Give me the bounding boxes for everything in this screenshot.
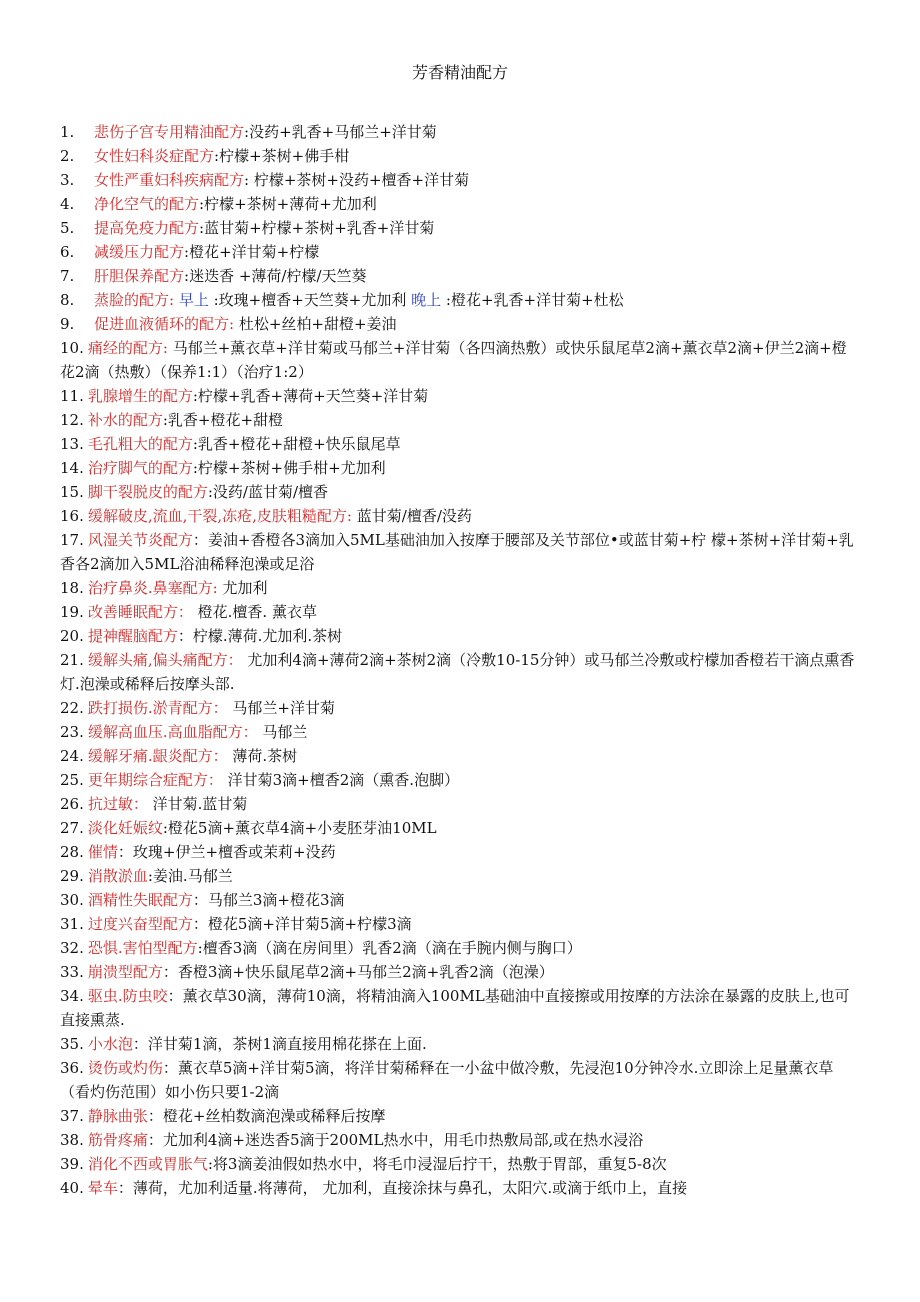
recipe-item — [60, 888, 860, 912]
recipe-text: ：薰衣草30滴，薄荷10滴，将精油滴入100ML基础油中直接擦或用按摩的方法涂在暴露的皮肤上,也可直接熏蒸. — [60, 987, 850, 1029]
recipe-item — [60, 120, 860, 144]
recipe-text: ：尤加利4滴+迷迭香5滴于200ML热水中，用毛巾热敷局部,或在热水浸浴 — [147, 1131, 644, 1149]
recipe-label: 静脉曲张 — [87, 1107, 148, 1125]
recipe-text: ：柠檬.薄荷.尤加利.茶树 — [177, 627, 343, 645]
recipe-text: :将3滴姜油假如热水中，将毛巾浸湿后拧干，热敷于胃部，重复5-8次 — [207, 1155, 667, 1173]
recipe-label: 蒸脸的配方: — [94, 291, 175, 309]
recipe-text: :檀香3滴（滴在房间里）乳香2滴（滴在手腕内侧与胸口） — [197, 939, 582, 957]
recipe-item — [60, 216, 860, 240]
recipe-label: 肝胆保养配方 — [94, 267, 185, 285]
recipe-item — [60, 648, 860, 696]
recipe-number: 14. — [60, 459, 84, 477]
recipe-number: 25. — [60, 771, 84, 789]
recipe-number: 35. — [60, 1035, 84, 1053]
recipe-item — [60, 816, 860, 840]
recipe-label: 缓解头痛,偏头痛配方： — [87, 651, 243, 669]
recipe-item — [60, 264, 860, 288]
recipe-text: ：香橙3滴+快乐鼠尾草2滴+马郁兰2滴+乳香2滴（泡澡） — [162, 963, 554, 981]
recipe-item — [60, 576, 860, 600]
recipe-text: 马郁兰 — [257, 723, 308, 741]
recipe-number: 15. — [60, 483, 84, 501]
recipe-item — [60, 528, 860, 576]
recipe-text: ：洋甘菊1滴，茶树1滴直接用棉花搽在上面. — [132, 1035, 427, 1053]
recipe-number: 27. — [60, 819, 84, 837]
recipe-label: 女性妇科炎症配方 — [94, 147, 215, 165]
recipe-label: 毛孔粗大的配方 — [87, 435, 193, 453]
recipe-item — [60, 456, 860, 480]
recipe-label: 痛经的配方: — [87, 339, 168, 357]
recipe-item — [60, 144, 860, 168]
recipe-number: 8. — [60, 291, 75, 309]
recipe-item — [60, 312, 860, 336]
recipe-item — [60, 1128, 860, 1152]
recipe-item — [60, 960, 860, 984]
recipe-number: 28. — [60, 843, 84, 861]
recipe-label: 净化空气的配方 — [94, 195, 200, 213]
recipe-number: 32. — [60, 939, 84, 957]
recipe-label: 驱虫.防虫咬 — [87, 987, 168, 1005]
recipe-number: 3. — [60, 171, 75, 189]
recipe-item — [60, 840, 860, 864]
recipe-number: 29. — [60, 867, 84, 885]
recipe-text: :乳香+橙花+甜橙 — [162, 411, 284, 429]
recipe-number: 26. — [60, 795, 84, 813]
recipe-label: 消散淤血 — [87, 867, 148, 885]
recipe-number: 10. — [60, 339, 84, 357]
recipe-number: 12. — [60, 411, 84, 429]
recipe-text: :蓝甘菊+柠檬+茶树+乳香+洋甘菊 — [199, 219, 435, 237]
recipe-number: 23. — [60, 723, 84, 741]
recipe-item — [60, 408, 860, 432]
recipe-item — [60, 480, 860, 504]
recipe-number: 39. — [60, 1155, 84, 1173]
recipe-label: 治疗鼻炎.鼻塞配方: — [87, 579, 218, 597]
recipe-text: 橙花.檀香. 薰衣草 — [192, 603, 317, 621]
recipe-text: ：姜油+香橙各3滴加入5ML基础油加入按摩于腰部及关节部位•或蓝甘菊+柠 檬+茶树+洋甘菊+乳香各2滴加入5ML浴油稀释泡澡或足浴 — [60, 531, 854, 573]
recipe-item — [60, 1056, 860, 1104]
recipe-item — [60, 792, 860, 816]
recipe-label: 抗过敏： — [87, 795, 148, 813]
recipe-number: 17. — [60, 531, 84, 549]
recipe-number: 36. — [60, 1059, 84, 1077]
recipe-label: 消化不西或胃胀气 — [87, 1155, 208, 1173]
recipe-text: ：橙花5滴+洋甘菊5滴+柠檬3滴 — [192, 915, 412, 933]
recipe-number: 34. — [60, 987, 84, 1005]
recipe-text: ：马郁兰3滴+橙花3滴 — [192, 891, 345, 909]
recipe-text: 杜松+丝柏+甜橙+姜油 — [234, 315, 397, 333]
recipe-text: 马郁兰+薰衣草+洋甘菊或马郁兰+洋甘菊（各四滴热敷）或快乐鼠尾草2滴+薰衣草2滴+伊兰2滴+橙花2滴（热敷）（保养1:1）（治疗1:2） — [60, 339, 847, 381]
recipe-item — [60, 912, 860, 936]
recipe-item — [60, 1152, 860, 1176]
recipe-text: :玫瑰+檀香+天竺葵+尤加利 — [213, 291, 412, 309]
recipe-number: 7. — [60, 267, 75, 285]
recipe-text: :没药/蓝甘菊/檀香 — [207, 483, 329, 501]
recipe-label: 更年期综合症配方： — [87, 771, 223, 789]
recipe-text: 蓝甘菊/檀香/没药 — [352, 507, 472, 525]
recipe-number: 24. — [60, 747, 84, 765]
recipe-item — [60, 864, 860, 888]
recipe-text: :乳香+橙花+甜橙+快乐鼠尾草 — [192, 435, 401, 453]
recipe-label: 女性严重妇科疾病配方 — [94, 171, 245, 189]
recipe-number: 11. — [60, 387, 84, 405]
recipe-item — [60, 240, 860, 264]
recipe-text: :橙花+洋甘菊+柠檬 — [184, 243, 320, 261]
recipe-item — [60, 744, 860, 768]
recipe-number: 9. — [60, 315, 75, 333]
recipe-text: 尤加利 — [217, 579, 268, 597]
recipe-label: 风湿关节炎配方 — [87, 531, 193, 549]
recipe-label: 提神醒脑配方 — [87, 627, 178, 645]
recipe-number: 16. — [60, 507, 84, 525]
recipe-number: 33. — [60, 963, 84, 981]
recipe-number: 19. — [60, 603, 84, 621]
recipe-label: 崩溃型配方 — [87, 963, 163, 981]
recipe-text: :柠檬+乳香+薄荷+天竺葵+洋甘菊 — [192, 387, 429, 405]
recipe-text: ：薄荷，尤加利适量.将薄荷， 尤加利，直接涂抹与鼻孔，太阳穴.或滴于纸巾上，直接 — [117, 1179, 688, 1197]
recipe-label: 脚干裂脱皮的配方 — [87, 483, 208, 501]
recipe-item — [60, 768, 860, 792]
recipe-text: 尤加利4滴+薄荷2滴+茶树2滴（冷敷10-15分钟）或马郁兰冷敷或柠檬加香橙若干滴点熏香灯.泡澡或稀释后按摩头部. — [60, 651, 855, 693]
recipe-label: 补水的配方 — [87, 411, 163, 429]
recipe-item — [60, 168, 860, 192]
recipe-text: :柠檬+茶树+佛手柑+尤加利 — [192, 459, 386, 477]
recipe-item — [60, 192, 860, 216]
recipe-item — [60, 1176, 860, 1200]
recipe-label: 跌打损伤.淤青配方： — [87, 699, 228, 717]
recipe-text: 洋甘菊3滴+檀香2滴（熏香.泡脚） — [222, 771, 460, 789]
recipe-number: 37. — [60, 1107, 84, 1125]
recipe-text: :橙花+乳香+洋甘菊+杜松 — [441, 291, 624, 309]
recipe-text: :迷迭香 +薄荷/柠檬/天竺葵 — [184, 267, 367, 285]
recipe-text: 薄荷.茶树 — [227, 747, 298, 765]
recipe-text: :没药+乳香+马郁兰+洋甘菊 — [244, 123, 437, 141]
recipe-label: 小水泡 — [87, 1035, 133, 1053]
recipe-item — [60, 288, 860, 312]
recipe-label: 促进血液循环的配方: — [94, 315, 235, 333]
recipe-label: 悲伤子宫专用精油配方 — [94, 123, 245, 141]
recipe-label: 恐惧.害怕型配方 — [87, 939, 198, 957]
document-title: 芳香精油配方 — [411, 63, 508, 82]
recipe-item — [60, 384, 860, 408]
recipe-label: 酒精性失眠配方 — [87, 891, 193, 909]
recipe-item — [60, 696, 860, 720]
recipe-number: 4. — [60, 195, 75, 213]
recipe-label: 缓解高血压.高血脂配方： — [87, 723, 258, 741]
recipe-label: 烫伤或灼伤 — [87, 1059, 163, 1077]
recipe-number: 22. — [60, 699, 84, 717]
morning-label: 早上 — [174, 291, 214, 309]
recipe-number: 13. — [60, 435, 84, 453]
recipe-item — [60, 720, 860, 744]
recipe-item — [60, 624, 860, 648]
recipe-text: : 柠檬+茶树+没药+檀香+洋甘菊 — [244, 171, 470, 189]
recipe-text: :姜油.马郁兰 — [147, 867, 233, 885]
recipe-number: 20. — [60, 627, 84, 645]
recipe-number: 31. — [60, 915, 84, 933]
recipe-item — [60, 1032, 860, 1056]
recipe-text: ：玫瑰+伊兰+檀香或茉莉+没药 — [117, 843, 336, 861]
recipe-text: :橙花5滴+薰衣草4滴+小麦胚芽油10ML — [162, 819, 437, 837]
recipe-label: 乳腺增生的配方 — [87, 387, 193, 405]
recipe-text: :柠檬+茶树+薄荷+尤加利 — [199, 195, 377, 213]
recipe-number: 21. — [60, 651, 84, 669]
recipe-label: 治疗脚气的配方 — [87, 459, 193, 477]
recipe-label: 减缓压力配方 — [94, 243, 185, 261]
evening-label: 晚上 — [411, 291, 442, 309]
recipe-item — [60, 504, 860, 528]
recipe-label: 催情 — [87, 843, 118, 861]
recipe-number: 30. — [60, 891, 84, 909]
recipe-label: 缓解破皮,流血,干裂,冻疮,皮肤粗糙配方: — [87, 507, 352, 525]
recipe-number: 40. — [60, 1179, 84, 1197]
recipe-text: 马郁兰+洋甘菊 — [227, 699, 335, 717]
recipe-label: 淡化妊娠纹 — [87, 819, 163, 837]
recipe-number: 2. — [60, 147, 75, 165]
recipe-item — [60, 984, 860, 1032]
recipe-text: :柠檬+茶树+佛手柑 — [214, 147, 350, 165]
recipe-number: 6. — [60, 243, 75, 261]
recipe-item — [60, 432, 860, 456]
recipe-number: 5. — [60, 219, 75, 237]
recipe-label: 缓解牙痛.龈炎配方： — [87, 747, 228, 765]
recipe-label: 提高免疫力配方 — [94, 219, 200, 237]
recipe-item — [60, 1104, 860, 1128]
recipe-item — [60, 336, 860, 384]
recipe-label: 改善睡眠配方： — [87, 603, 193, 621]
recipe-number: 1. — [60, 123, 75, 141]
recipe-label: 筋骨疼痛 — [87, 1131, 148, 1149]
recipe-item — [60, 600, 860, 624]
recipe-text: 洋甘菊.蓝甘菊 — [147, 795, 248, 813]
recipe-text: ：薰衣草5滴+洋甘菊5滴，将洋甘菊稀释在一小盆中做冷敷，先浸泡10分钟冷水.立即涂上足量薰衣草（看灼伤范围）如小伤只要1-2滴 — [60, 1059, 834, 1101]
recipe-label: 晕车 — [87, 1179, 118, 1197]
recipe-list — [60, 120, 860, 1200]
recipe-label: 过度兴奋型配方 — [87, 915, 193, 933]
recipe-number: 38. — [60, 1131, 84, 1149]
recipe-text: ：橙花+丝柏数滴泡澡或稀释后按摩 — [147, 1107, 386, 1125]
recipe-item — [60, 936, 860, 960]
recipe-number: 18. — [60, 579, 84, 597]
